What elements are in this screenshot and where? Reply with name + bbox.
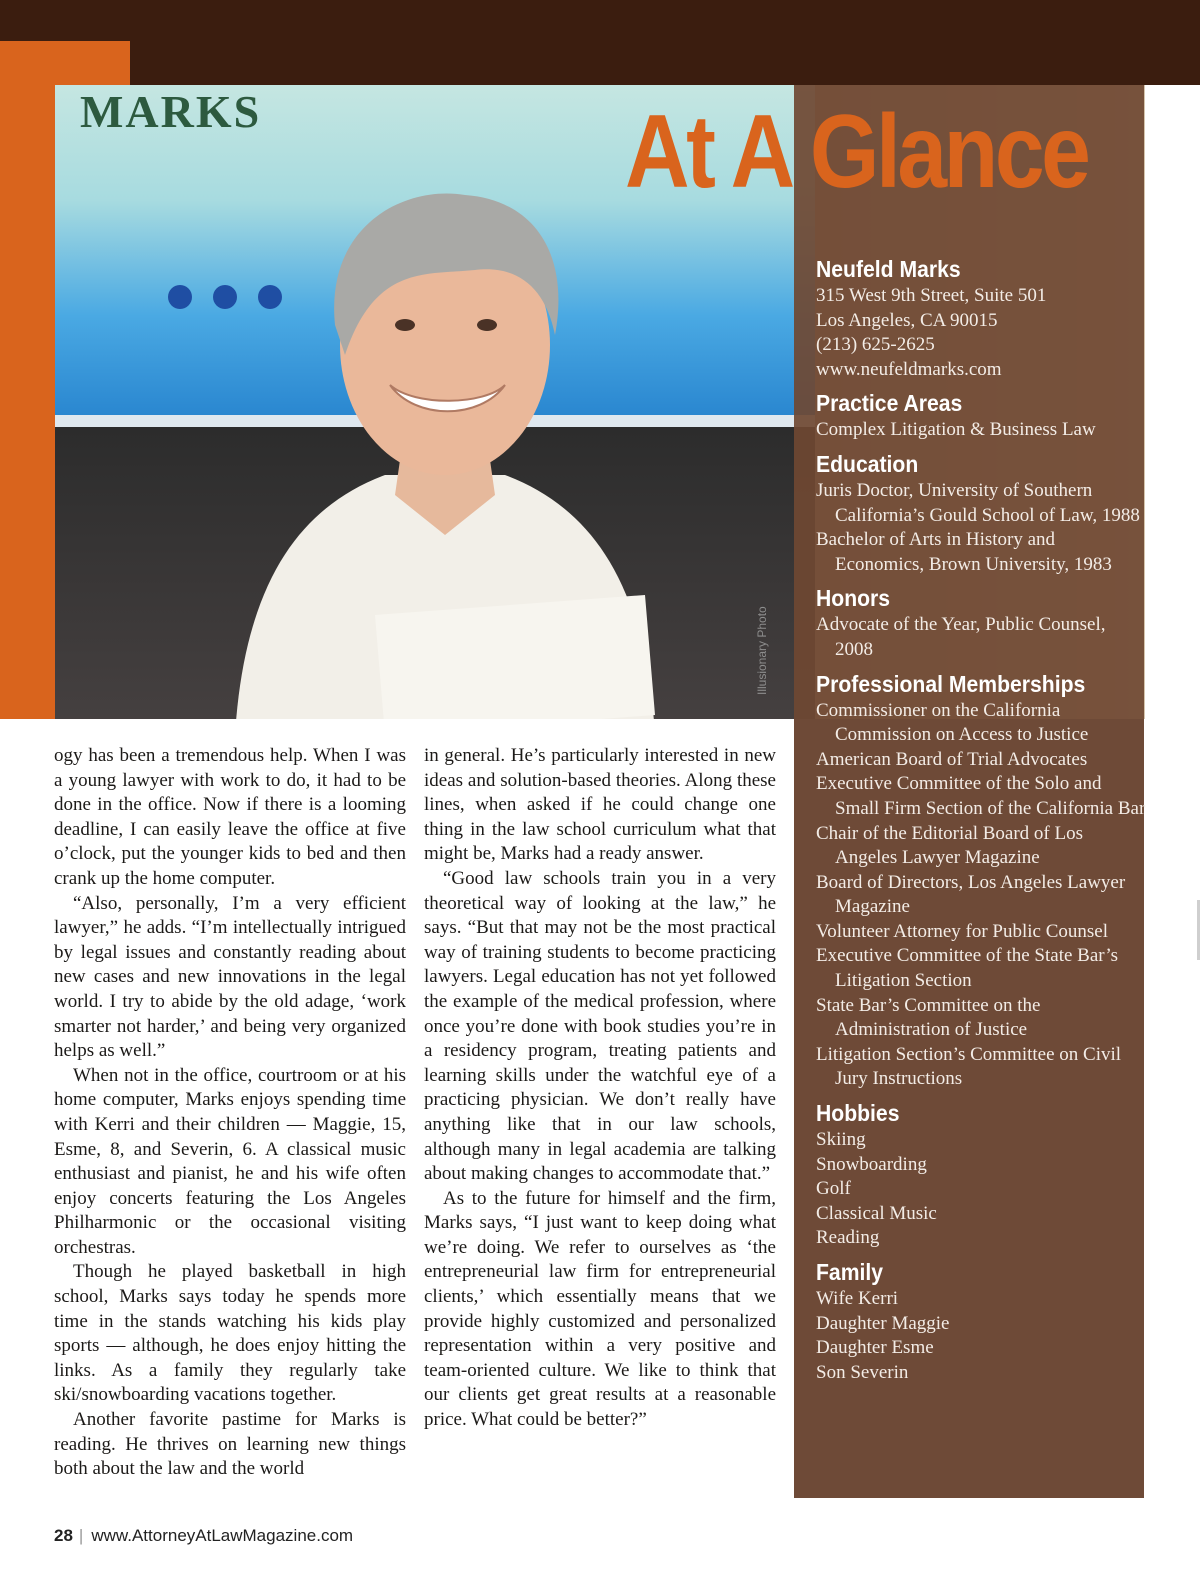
firm-heading: Neufeld Marks <box>816 256 961 282</box>
orange-strip <box>0 85 55 719</box>
top-bar <box>0 0 1200 85</box>
article-paragraph: “Also, personally, I’m a very efficient lawyer,” he adds. “I’m intellectually intrigued by legal issues and constantly reading about new cases and new innovations in the legal world. I try to abide by the old adage, ‘work smarter not harder,’ and being very organized helps as well.” <box>54 892 406 1062</box>
magazine-url[interactable]: www.AttorneyAtLawMagazine.com <box>91 1526 354 1545</box>
hobby-item: Reading <box>816 1227 880 1249</box>
practice-heading: Practice Areas <box>816 390 963 417</box>
membership-entry: Volunteer Attorney for Public Counsel <box>816 920 1109 942</box>
membership-entry: Litigation Section’s Committee on Civil Jury Instructions <box>816 1043 1122 1090</box>
screen-logo: MARKS <box>80 86 262 137</box>
firm-line: www.neufeldmarks.com <box>816 358 1002 380</box>
education-entry: Bachelor of Arts in History and Economics, Brown University, 1983 <box>816 529 1112 575</box>
education-section <box>816 449 1146 577</box>
article-paragraph: When not in the office, courtroom or at his home computer, Marks enjoys spending time with Kerri and their children — Maggie, 15, Esme, 8, and Severin, 6. A classical music enthusiast and pianist, he and his wife often enjoy concerts featuring the Los Angeles Philharmonic or the occasional visiting orchestras. <box>54 1064 406 1258</box>
page-number: 28 <box>54 1526 73 1545</box>
membership-entry: Board of Directors, Los Angeles Lawyer Magazine <box>816 871 1126 918</box>
education-entry: Juris Doctor, University of Southern California’s Gould School of Law, 1988 <box>816 479 1140 526</box>
family-item: Daughter Esme <box>816 1337 934 1359</box>
article-paragraph: As to the future for himself and the firm, Marks says, “I just want to keep doing what we’re doing. We refer to ourselves as ‘the entrepreneurial law firm for entrepreneurial clients,’ which essentially means that we provide highly customized and personalized representation within a very positive and team-oriented culture. We like to think that our clients get great results at a reasonable price. What could be better?” <box>424 1187 776 1431</box>
membership-entry: Commissioner on the California Commission on Access to Justice <box>816 699 1089 746</box>
firm-line: Los Angeles, CA 90015 <box>816 309 998 331</box>
practice-line: Complex Litigation & Business Law <box>816 419 1096 441</box>
memberships-heading: Professional Memberships <box>816 670 1086 697</box>
honors-entry: Advocate of the Year, Public Counsel, 2008 <box>816 614 1106 660</box>
membership-entry: Executive Committee of the Solo and Small Firm Section of the California Bar <box>816 773 1146 819</box>
hobby-item: Golf <box>816 1178 851 1200</box>
hobbies-section <box>816 1098 1146 1251</box>
firm-line: 315 West 9th Street, Suite 501 <box>816 285 1047 306</box>
loading-dot-icon <box>168 285 192 309</box>
portrait-figure <box>225 175 665 719</box>
sidebar-content <box>816 254 1146 1391</box>
honors-heading: Honors <box>816 585 891 612</box>
hobbies-heading: Hobbies <box>816 1100 900 1127</box>
footer-separator: | <box>78 1526 84 1545</box>
membership-entry: Executive Committee of the State Bar’s Litigation Section <box>816 945 1118 992</box>
article-paragraph: ogy has been a tremendous help. When I was a young lawyer with work to do, it had to be done in the office. Now if there is a looming deadline, I can easily leave the office at five o’clock, put the younger kids to bed and then crank up the home computer. <box>54 745 406 889</box>
hobby-item: Classical Music <box>816 1202 937 1224</box>
family-item: Son Severin <box>816 1361 909 1383</box>
article-paragraph: “Good law schools train you in a very theoretical way of looking at the law,” he says. “But that may not be the most practical way of training students to become practicing lawyers. Legal education has not yet followed the example of the medical profession, where once you’re done with book studies you’re in a residency program, treating patients and learning skills under the watchful eye of a practicing physician. We don’t really have anything like that in our law schools, although many in legal academia are talking about making changes to accommodate that.” <box>424 867 776 1185</box>
family-item: Daughter Maggie <box>816 1312 950 1334</box>
firm-section <box>816 254 1146 382</box>
membership-entry: American Board of Trial Advocates <box>816 748 1088 770</box>
photo-credit: Illusionary Photo <box>755 606 769 695</box>
memberships-section <box>816 669 1146 1093</box>
article-column-right <box>424 744 776 1433</box>
education-heading: Education <box>816 450 919 477</box>
firm-line: (213) 625-2625 <box>816 334 935 356</box>
hobby-item: Snowboarding <box>816 1153 927 1175</box>
page-footer <box>54 1526 353 1546</box>
honors-section <box>816 583 1146 662</box>
hobby-item: Skiing <box>816 1129 866 1151</box>
article-column-left <box>54 744 406 1482</box>
orange-tab <box>0 41 130 85</box>
membership-entry: State Bar’s Committee on the Administration of Justice <box>816 994 1041 1041</box>
family-item: Wife Kerri <box>816 1288 899 1309</box>
membership-entry: Chair of the Editorial Board of Los Angeles Lawyer Magazine <box>816 822 1083 869</box>
family-heading: Family <box>816 1259 884 1285</box>
at-a-glance-title: At A Glance <box>625 94 1088 210</box>
article-paragraph: Though he played basketball in high school, Marks says today he spends more time in the stands watching his kids play sports — although, he does enjoy hitting the links. As a family they regularly take ski/snowboarding vacations together. <box>54 1261 406 1406</box>
family-section <box>816 1257 1146 1385</box>
article-paragraph: in general. He’s particularly interested in new ideas and solution-based theories. Along these lines, when asked if he could change one thing in the law school curriculum what that might be, Marks had a ready answer. <box>424 745 776 865</box>
article-paragraph: Another favorite pastime for Marks is reading. He thrives on learning new things both about the law and the world <box>54 1409 406 1480</box>
practice-section <box>816 388 1146 443</box>
